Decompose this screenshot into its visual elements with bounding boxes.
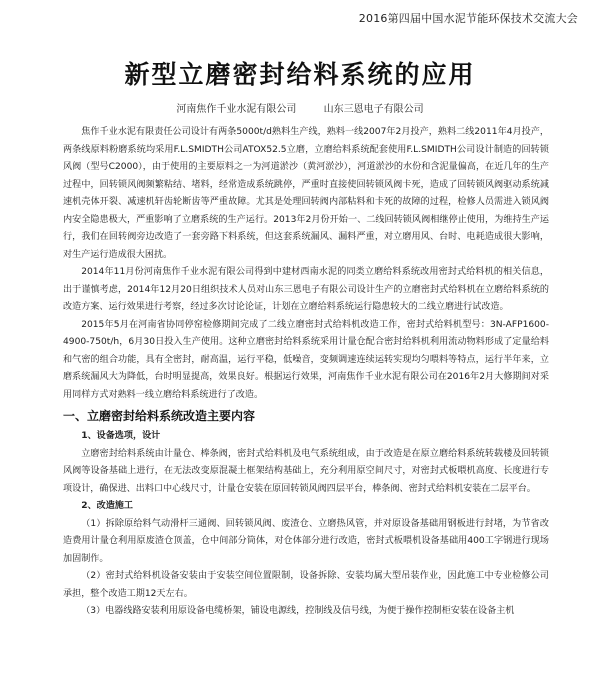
subsection-1-heading: 1、设备选项，设计 (81, 431, 161, 441)
affiliation-1: 河南焦作千业水泥有限公司 (176, 104, 297, 115)
subsection-1-text: 立磨密封给料系统由计量仓、棒条阀，密封式给料机及电气系统组成，由于改造是在原立磨给料系统转载楼及回转锁风阀等设备基础上进行，在无法改变原混凝土框架结构基础上，充分利用原空间尺寸，对密封式板喂机高度、长度进行专项设计，确保进、出料口中心线尺寸，计量仓安装在原回转锁风阀四层平台，棒条阀、密封式给料机安装在二层平台。 (63, 448, 549, 494)
subsection-2-heading: 2、改造施工 (81, 501, 133, 511)
intro-paragraph-1: 焦作千业水泥有限责任公司设计有两条5000t/d熟料生产线，熟料一线2007年2月投产，熟料二线2011年4月投产，两条线原料粉磨系统均采用F.L.SMIDTH公司ATOX52.5立磨，立磨给料系统配套使用F.L.SMIDTH公司设计制造的回转锁风阀（型号C2000），由于使用的主要原料之一为河道淤沙（黄河淤沙），河道淤沙的水份和含泥量偏高，在近几年的生产过程中，回转锁风阀频繁粘结、堵料，经常造成系统跳停，严重时直接使回转锁风阀卡死，造成了回转锁风阀驱动系统减速机壳体开裂、减速机轩齿轮断齿等严重故障。尤其是处理回转阀内部粘料和卡死的故障的过程，检修人员需进入锁风阀内安全隐患极大，严重影响了立磨系统的生产运行。2013年2月份开始一、二线回转锁风阀相继停止使用，为维持生产运行，我们在回转阀旁边改造了一套旁路下料系统，但这套系统漏风、漏料严重，对立磨用风、台时、电耗造成很大影响，对生产运行造成很大困扰。 (63, 127, 549, 260)
construction-item-1: （1）拆除原给料气动滑杆三通阀、回转锁风阀、废渣仓、立磨热风管，并对原设备基础用钢板进行封堵，为节省改造费用计量仓利用原废渣仓顶盖，仓中间部分筒体，对仓体部分进行改造，密封式板喂机设备基础用400工字钢进行现场加固制作。 (63, 518, 549, 564)
intro-paragraph-3: 2015年5月在河南省协同停窑检修期间完成了二线立磨密封式给料机改造工作，密封式给料机型号：3N-AFP1600-4900-750t/h，6月30日投入生产使用。这种立磨密封给料系统采用计量仓配合密封给料机利用流动物料形成了定量给料和气密的组合功能，具有全密封，耐高温，运行平稳，低噪音，变频调速连续运转实现均匀喂料等特点，运行半年来，立磨系统漏风大为降低，台时明显提高，效果良好。根据运行效果，河南焦作千业水泥有限公司在2016年2月大修期间对采用同样方式对熟料一线立磨给料系统进行了改造。 (63, 319, 549, 400)
conference-header: 2016第四届中国水泥节能环保技术交流大会 (358, 12, 578, 25)
affiliation-2: 山东三恩电子有限公司 (323, 104, 424, 115)
construction-item-2: （2）密封式给料机设备安装由于安装空间位置限制，设备拆除、安装均属大型吊装作业，因此施工中专业检修公司承担，整个改造工期12天左右。 (63, 571, 549, 599)
paper-title: 新型立磨密封给料系统的应用 (124, 60, 476, 89)
intro-paragraph-2: 2014年11月份河南焦作千业水泥有限公司得到中建材西南水泥的同类立磨给料系统改用密封式给料机的相关信息，出于谨慎考虑，2014年12月20日组织技术人员对山东三恩电子有限公司设计生产的立磨密封式给料机在立磨给料系统的改造方案、运行效果进行考察，经过多次讨论论证，计划在立磨给料系统运行隐患较大的二线立磨进行试改造。 (63, 267, 549, 312)
paper-body (63, 124, 549, 621)
construction-item-3: （3）电器线路安装利用原设备电缆桥架，铺设电源线，控制线及信号线，为便于操作控制柜安装在设备主机 (81, 606, 515, 616)
section-1-heading: 一、立磨密封给料系统改造主要内容 (63, 409, 256, 423)
author-affiliations (0, 100, 600, 115)
